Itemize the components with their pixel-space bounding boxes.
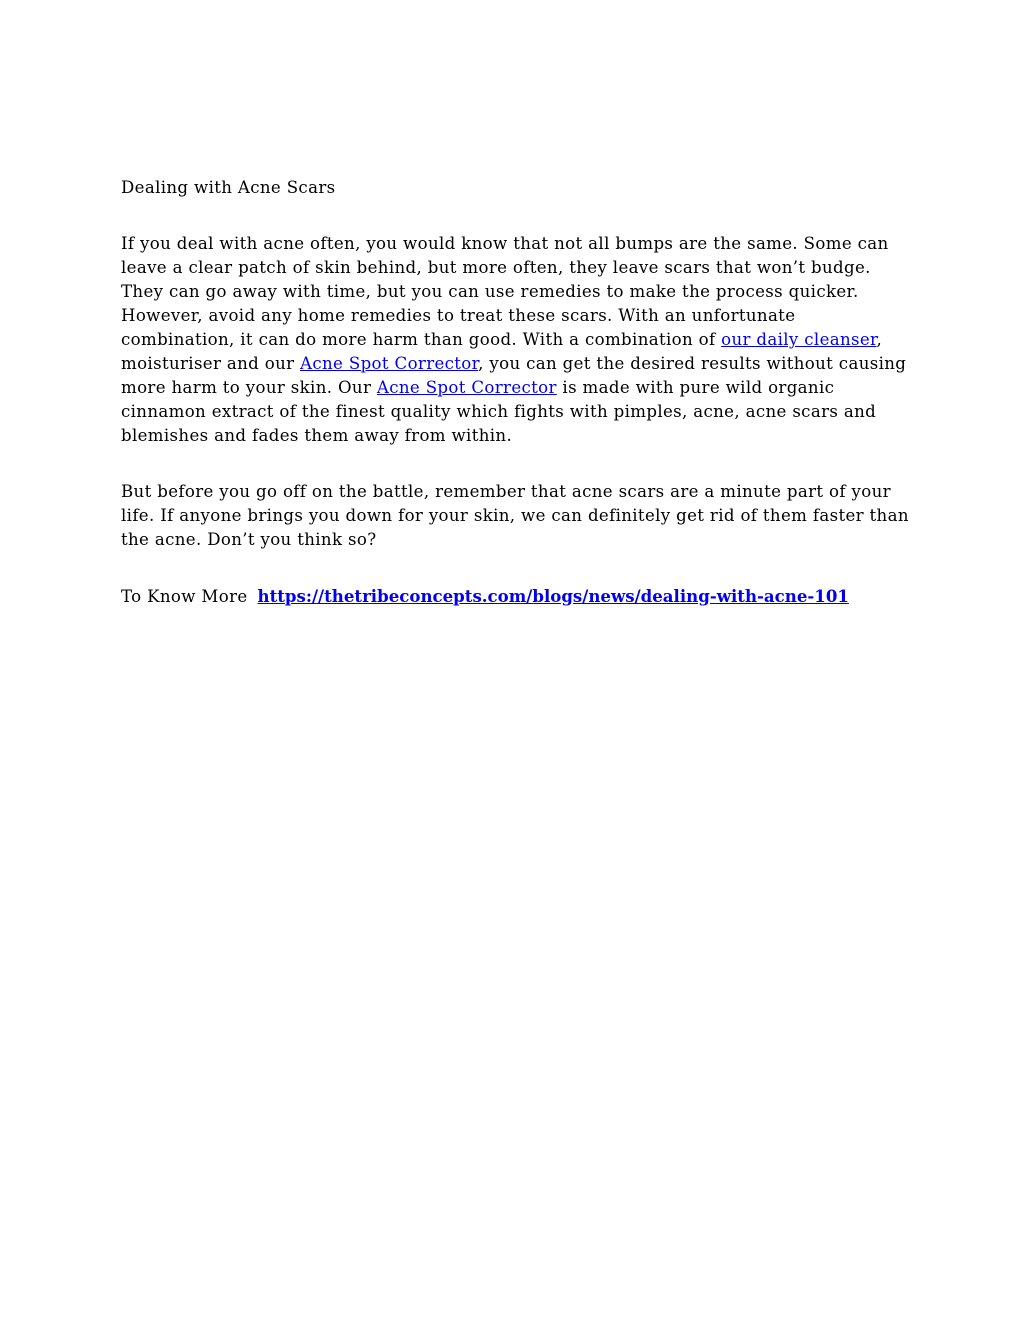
paragraph-intro-text-3: , you can get the desired results without causing more harm to your skin. Our [121, 354, 907, 397]
paragraph-closing: But before you go off on the battle, remember that acne scars are a minute part of your life. If anyone brings you down for your skin, we can definitely get rid of them faster than the acne. Don’t you think so? [121, 482, 909, 549]
acne-spot-corrector-link[interactable]: Acne Spot Corrector [300, 354, 479, 373]
blog-url-link[interactable]: https://thetribeconcepts.com/blogs/news/dealing-with-acne-101 [257, 586, 849, 606]
know-more-line [121, 584, 911, 609]
know-more-label: To Know More [121, 587, 248, 606]
paragraph-intro-text-2: , moisturiser and our [121, 330, 883, 373]
paragraph-intro [121, 232, 911, 448]
document-title: Dealing with Acne Scars [121, 178, 336, 197]
paragraph-intro-text-4: is made with pure wild organic cinnamon extract of the finest quality which fights with pimples, acne, acne scars and blemishes and fades them away from within. [121, 378, 877, 445]
paragraph-intro-text-1: If you deal with acne often, you would know that not all bumps are the same. Some can leave a clear patch of skin behind, but more often, they leave scars that won’t budge. They can go away with time, but you can use remedies to make the process quicker. However, avoid any home remedies to treat these scars. With an unfortunate combination, it can do more harm than good. With a combination of [121, 234, 889, 349]
daily-cleanser-link[interactable]: our daily cleanser [721, 330, 877, 349]
document-body [121, 176, 911, 609]
acne-spot-corrector-link-2[interactable]: Acne Spot Corrector [376, 378, 557, 397]
